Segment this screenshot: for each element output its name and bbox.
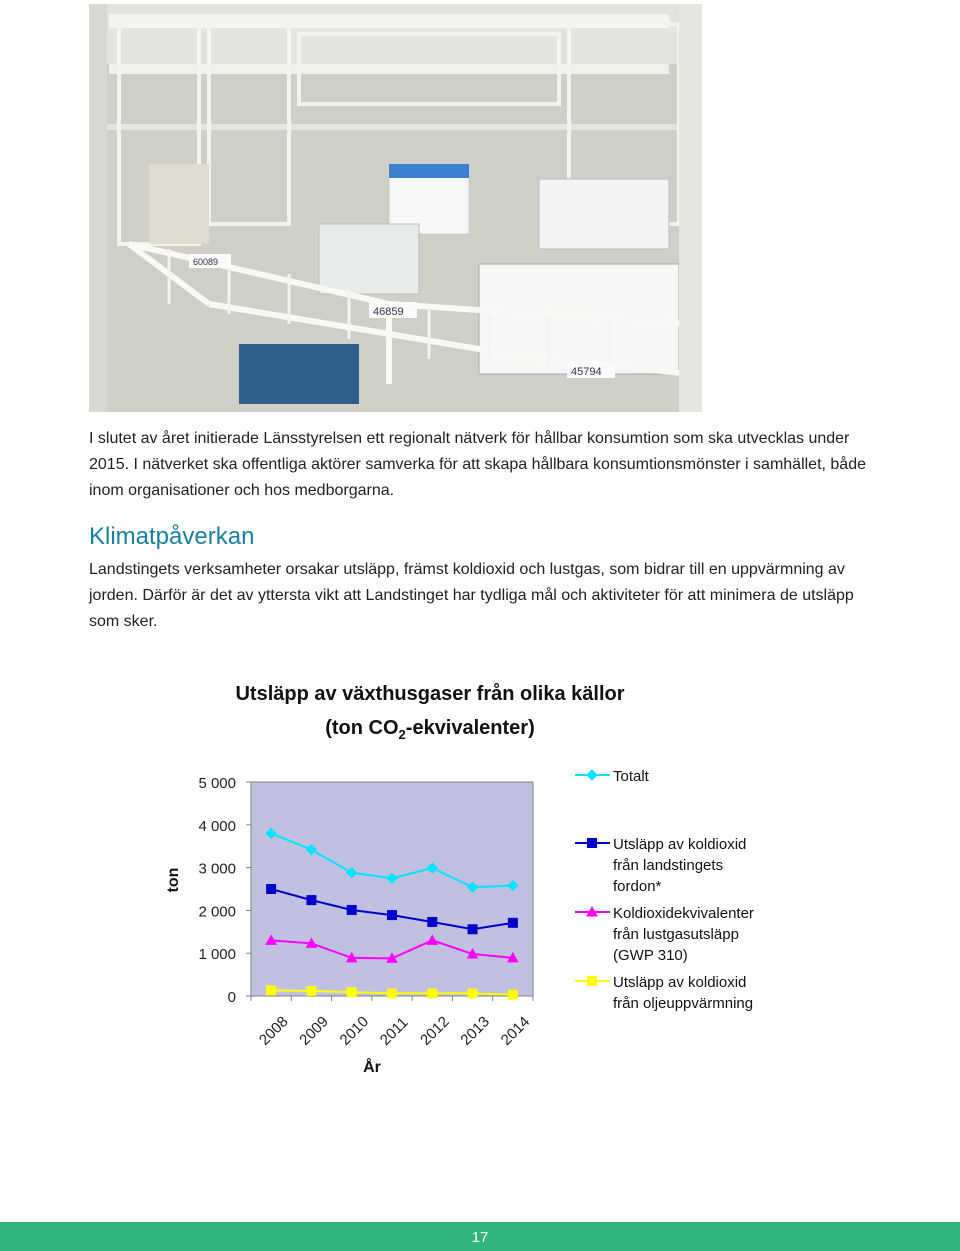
x-tick-label: 2011 xyxy=(376,1013,412,1049)
y-tick-label: 3 000 xyxy=(198,860,236,878)
legend-marker xyxy=(588,977,597,986)
data-point xyxy=(508,918,517,927)
plot-area xyxy=(251,782,533,996)
y-tick-label: 4 000 xyxy=(198,817,236,835)
data-point xyxy=(428,989,437,998)
chart-title-line1: Utsläpp av växthusgaser från olika källor xyxy=(235,683,625,705)
x-tick-label: 2009 xyxy=(296,1013,332,1049)
data-point xyxy=(427,863,437,873)
legend-marker xyxy=(587,770,597,780)
body-paragraph: Landstingets verksamheter orsakar utsläpp, främst koldioxid och lustgas, som bidrar till en uppvärmning av jorden. Därför är det av yttersta vikt att Landstinget har tydliga mål och aktiviteter för att minimera de utsläpp som sker. xyxy=(89,561,854,630)
data-point xyxy=(508,990,517,999)
x-tick-label: 2008 xyxy=(255,1013,292,1049)
data-point xyxy=(267,885,276,894)
legend-label: Totalt xyxy=(613,768,649,785)
intro-paragraph: I slutet av året initierade Länsstyrelsen ett regionalt nätverk för hållbar konsumtion som ska utvecklas under 2015. I nätverket ska offentliga aktörer samverka för att skapa hållbara konsumtionsmönster i samhället, både inom organisationer och hos medborgarna. xyxy=(89,430,866,499)
data-point xyxy=(508,953,518,962)
data-point xyxy=(387,873,397,883)
page-number: 17 xyxy=(471,1229,489,1246)
data-point xyxy=(468,882,478,892)
data-point xyxy=(388,989,397,998)
legend-label: från landstingets xyxy=(613,857,724,874)
legend-label: från lustgasutsläpp xyxy=(613,926,739,943)
y-tick-label: 1 000 xyxy=(198,946,236,964)
series-line-1 xyxy=(271,889,513,929)
data-point xyxy=(307,986,316,995)
label-60089: 60089 xyxy=(193,257,219,267)
data-point xyxy=(347,988,356,997)
data-point xyxy=(468,949,478,958)
legend-marker xyxy=(587,907,597,916)
label-45794: 45794 xyxy=(571,366,602,378)
data-point xyxy=(347,868,357,878)
chart-title-line2 xyxy=(200,711,660,752)
y-axis-label: ton xyxy=(165,867,182,893)
x-axis-label: År xyxy=(363,1059,381,1076)
legend-label: Koldioxidekvivalenter xyxy=(613,905,754,922)
data-point xyxy=(428,917,437,926)
legend-label: Utsläpp av koldioxid xyxy=(613,836,747,853)
chart-title xyxy=(200,677,660,752)
legend-label: (GWP 310) xyxy=(613,947,688,964)
data-point xyxy=(347,905,356,914)
x-tick-label: 2012 xyxy=(417,1013,453,1049)
chart-title-sub: 2 xyxy=(398,727,406,742)
data-point xyxy=(347,953,357,962)
chart-title-pre: (ton CO xyxy=(325,717,399,739)
series-line-0 xyxy=(271,833,513,887)
section-heading: Klimatpåverkan xyxy=(89,523,255,550)
x-tick-label: 2010 xyxy=(336,1013,373,1049)
x-tick-label: 2013 xyxy=(457,1013,493,1049)
shelf-illustration xyxy=(89,4,702,412)
data-point xyxy=(468,925,477,934)
data-point xyxy=(266,935,276,944)
data-point xyxy=(387,953,397,962)
data-point xyxy=(306,845,316,855)
data-point xyxy=(427,935,437,944)
data-point xyxy=(388,911,397,920)
data-point xyxy=(306,938,316,947)
y-tick-label: 2 000 xyxy=(198,903,236,921)
chart-title-post: -ekvivalenter) xyxy=(405,717,535,739)
legend-label: fordon* xyxy=(613,878,662,895)
x-tick-label: 2014 xyxy=(497,1013,534,1049)
legend-marker xyxy=(588,839,597,848)
series-line-2 xyxy=(271,940,513,958)
y-tick-label: 0 xyxy=(227,989,236,1006)
data-point xyxy=(267,986,276,995)
data-point xyxy=(468,989,477,998)
data-point xyxy=(266,828,276,838)
data-point xyxy=(307,896,316,905)
series-line-3 xyxy=(271,990,513,994)
y-tick-label: 5 000 xyxy=(198,775,236,792)
legend-label: Utsläpp av koldioxid xyxy=(613,974,747,991)
supply-shelf-photo xyxy=(89,4,702,412)
data-point xyxy=(508,881,518,891)
legend-label: från oljeuppvärmning xyxy=(613,995,754,1012)
label-46859: 46859 xyxy=(373,306,404,318)
